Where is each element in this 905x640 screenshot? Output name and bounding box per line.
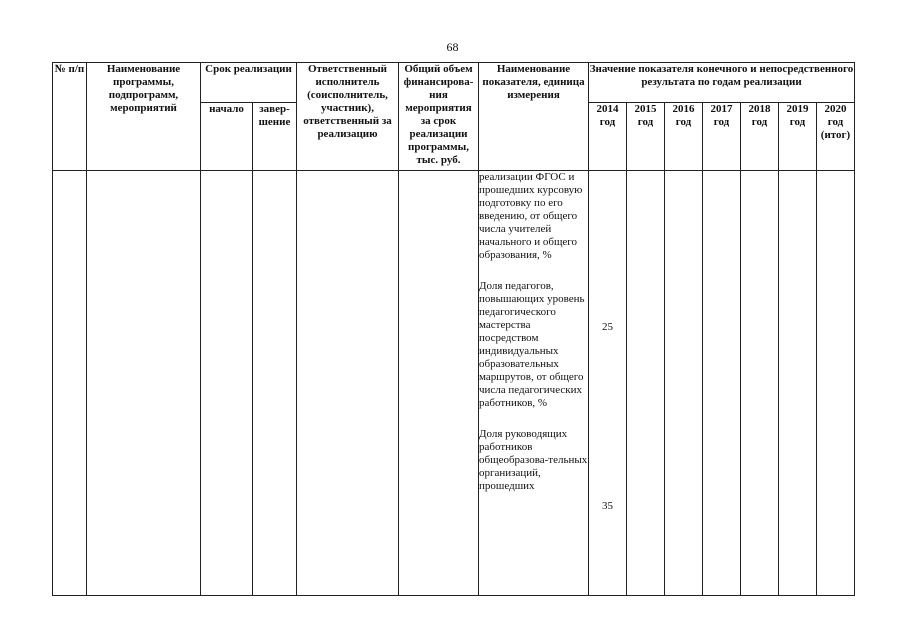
header-year: 2016 год [665, 103, 703, 171]
cell-value-2018 [741, 171, 779, 596]
header-indicator: Наименование показателя, единица измерения [479, 63, 589, 171]
header-term-start: начало [201, 103, 253, 171]
cell-term-end [253, 171, 297, 596]
header-funding: Общий объем финансирова-ния мероприятия за срок реализации программы, тыс. руб. [399, 63, 479, 171]
header-year: 2019 год [779, 103, 817, 171]
indicator-text: реализации ФГОС и прошедших курсовую подготовку по его введению, от общего числа учителей начального и общего образования, % [479, 171, 583, 261]
cell-executor [297, 171, 399, 596]
header-year: 2020 год (итог) [817, 103, 855, 171]
indicator-text: Доля педагогов, повышающих уровень педагогического мастерства посредством индивидуальных образовательных маршрутов, от общего числа педагогических работников, % [479, 280, 585, 409]
indicator-value: 35 [602, 500, 613, 512]
cell-value-2014 [589, 171, 627, 596]
cell-value-2015 [627, 171, 665, 596]
header-year: 2015 год [627, 103, 665, 171]
header-name: Наименование программы, подпрограмм, мероприятий [87, 63, 201, 171]
indicator-text: Доля руководящих работников общеобразова-тельных организаций, прошедших [479, 428, 588, 492]
cell-indicator [479, 171, 589, 596]
header-values: Значение показателя конечного и непосредственного результата по годам реализации [589, 63, 855, 103]
header-term: Срок реализации [201, 63, 297, 103]
header-year: 2017 год [703, 103, 741, 171]
cell-funding [399, 171, 479, 596]
cell-name [87, 171, 201, 596]
indicator-value: 25 [602, 321, 613, 333]
cell-value-2017 [703, 171, 741, 596]
cell-value-2016 [665, 171, 703, 596]
cell-value-2020 [817, 171, 855, 596]
page-number: 68 [446, 40, 459, 54]
header-executor: Ответственный исполнитель (соисполнитель, участник), ответственный за реализацию [297, 63, 399, 171]
cell-number [53, 171, 87, 596]
program-table [52, 62, 855, 596]
header-year: 2018 год [741, 103, 779, 171]
cell-value-2019 [779, 171, 817, 596]
header-number: № п/п [53, 63, 87, 171]
header-year: 2014 год [589, 103, 627, 171]
header-term-end: завер-шение [253, 103, 297, 171]
cell-term-start [201, 171, 253, 596]
